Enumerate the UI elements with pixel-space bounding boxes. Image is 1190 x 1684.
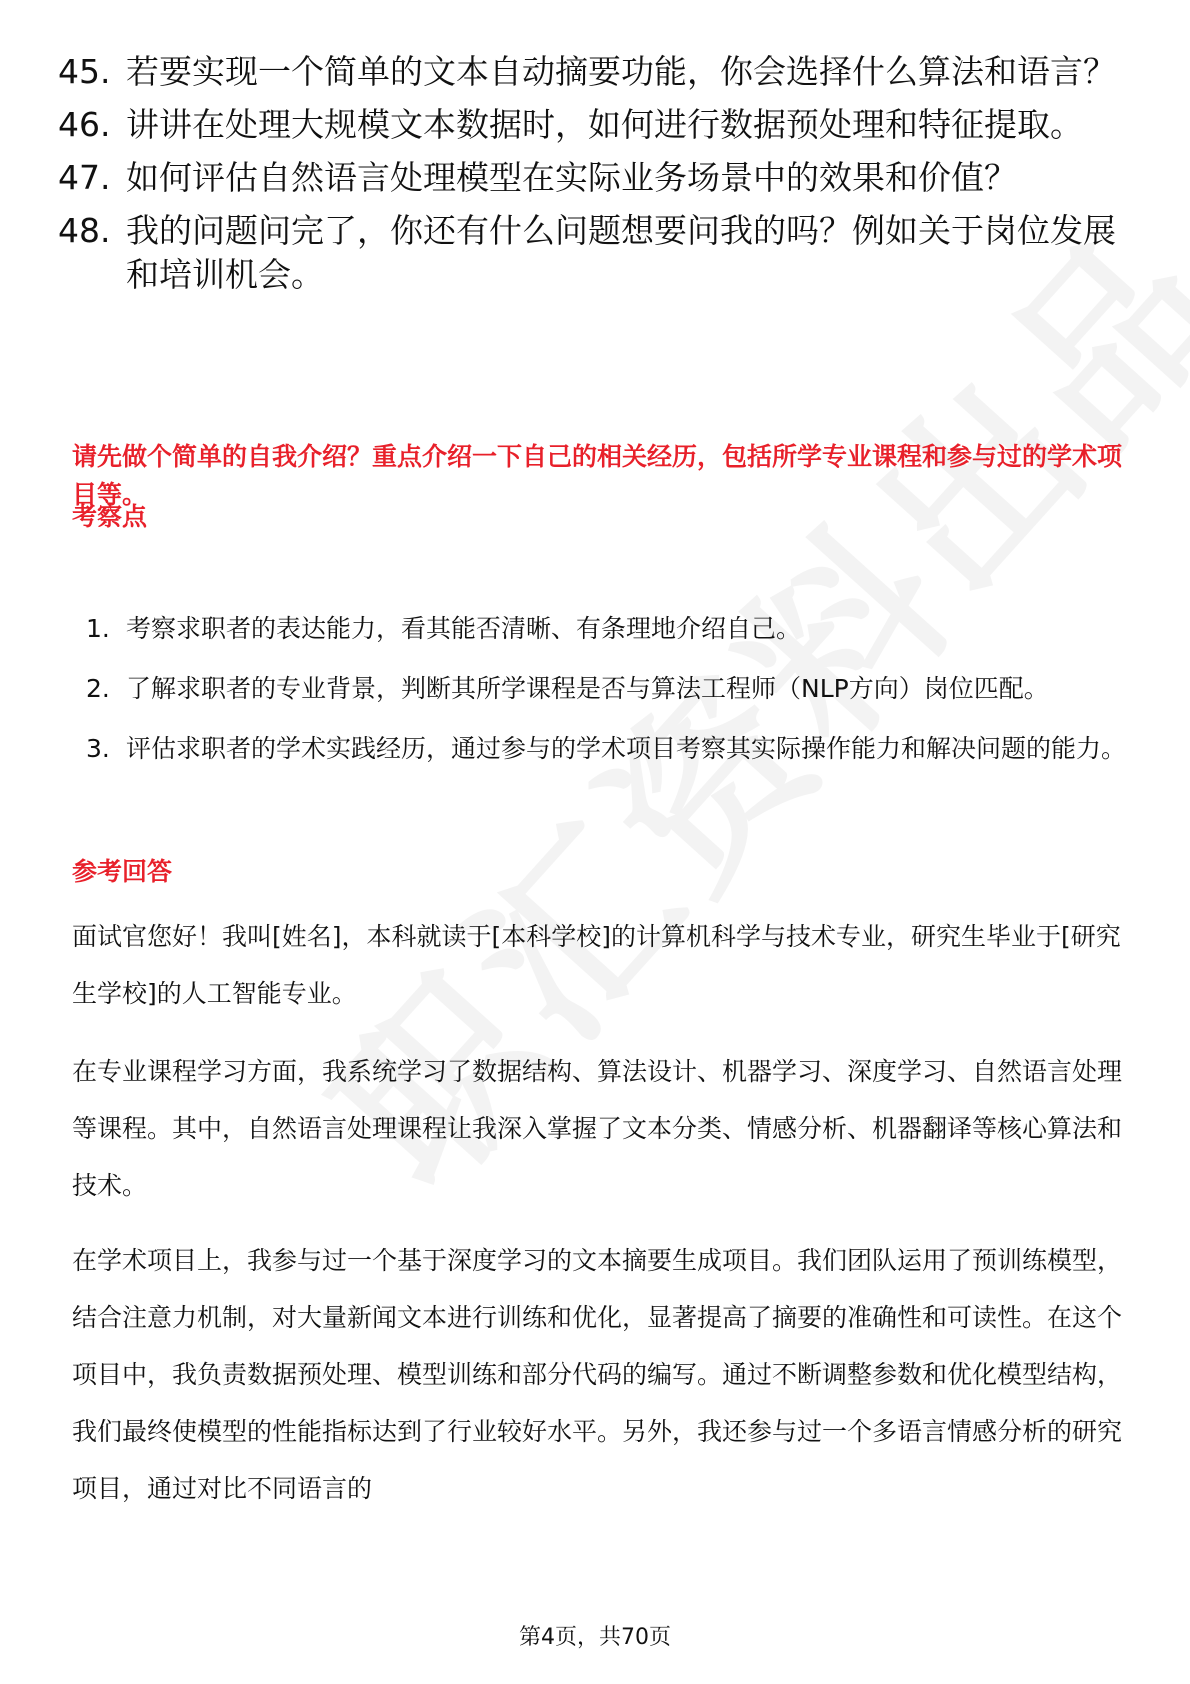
question-item [58, 103, 1118, 147]
question-text: 若要实现一个简单的文本自动摘要功能，你会选择什么算法和语言？ [126, 52, 1116, 91]
assess-item [86, 660, 1126, 717]
question-number: 48. [58, 211, 111, 250]
page-footer: 第4页，共70页 [519, 1625, 671, 1650]
assess-item [86, 600, 1126, 657]
answer-paragraph: 在学术项目上，我参与过一个基于深度学习的文本摘要生成项目。我们团队运用了预训练模型，结合注意力机制，对大量新闻文本进行训练和优化，显著提高了摘要的准确性和可读性。在这个项目中，我负责数据预处理、模型训练和部分代码的编写。通过不断调整参数和优化模型结构，我们最终使模型的性能指标达到了行业较好水平。另外，我还参与过一个多语言情感分析的研究项目，通过对比不同语言的 [72, 1246, 1123, 1503]
question-text: 讲讲在处理大规模文本数据时，如何进行数据预处理和特征提取。 [126, 105, 1083, 144]
question-text: 如何评估自然语言处理模型在实际业务场景中的效果和价值？ [126, 158, 1017, 197]
assess-text: 考察求职者的表达能力，看其能否清晰、有条理地介绍自己。 [126, 614, 802, 643]
question-item [58, 209, 1118, 297]
assess-list [86, 600, 1126, 780]
question-number: 45. [58, 52, 111, 91]
answer-paragraph: 在专业课程学习方面，我系统学习了数据结构、算法设计、机器学习、深度学习、自然语言处理等课程。其中，自然语言处理课程让我深入掌握了文本分类、情感分析、机器翻译等核心算法和技术。 [72, 1057, 1123, 1200]
question-item [58, 50, 1118, 94]
answer-heading: 参考回答 [72, 857, 173, 886]
assess-text: 了解求职者的专业背景，判断其所学课程是否与算法工程师（NLP方向）岗位匹配。 [126, 674, 1049, 703]
assess-text: 评估求职者的学术实践经历，通过参与的学术项目考察其实际操作能力和解决问题的能力。 [126, 734, 1127, 763]
assess-number: 2. [86, 674, 110, 703]
question-number: 46. [58, 105, 111, 144]
section-title: 请先做个简单的自我介绍？重点介绍一下自己的相关经历，包括所学专业课程和参与过的学术项目等。 [72, 442, 1123, 509]
question-number: 47. [58, 158, 111, 197]
question-text: 我的问题问完了，你还有什么问题想要问我的吗？例如关于岗位发展和培训机会。 [126, 211, 1116, 294]
question-item [58, 156, 1118, 200]
answer-paragraph: 面试官您好！我叫[姓名]，本科就读于[本科学校]的计算机科学与技术专业，研究生毕业于[研究生学校]的人工智能专业。 [72, 922, 1121, 1008]
assess-number: 3. [86, 734, 110, 763]
assess-item [86, 720, 1126, 777]
assess-number: 1. [86, 614, 110, 643]
question-list [58, 50, 1118, 306]
assess-heading: 考察点 [72, 502, 148, 531]
